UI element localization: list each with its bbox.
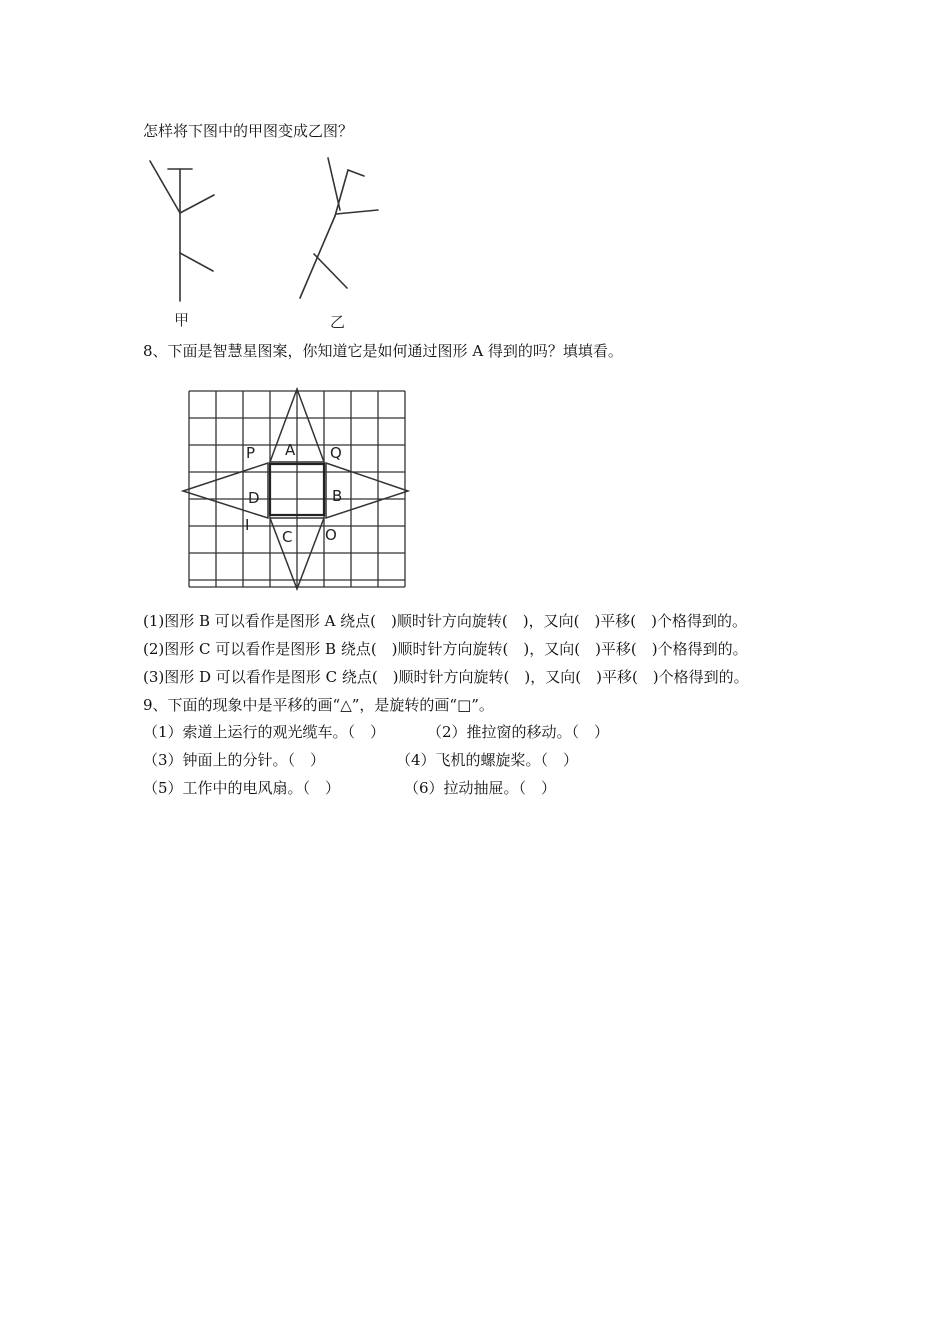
figure-yi bbox=[290, 150, 390, 335]
q8-prompt: 8、下面是智慧星图案，你知道它是如何通过图形 A 得到的吗？填填看。 bbox=[143, 342, 623, 360]
q9-item-1: （1）索道上运行的观光缆车。（ ） bbox=[143, 723, 386, 741]
grid-label-i: I bbox=[245, 516, 250, 534]
star-pattern-grid bbox=[180, 386, 420, 596]
figure-jia bbox=[140, 155, 240, 335]
q9-item-4: （4）飞机的螺旋桨。（ ） bbox=[396, 751, 579, 769]
q8-item-3: (3)图形 D 可以看作是图形 C 绕点( )顺时针方向旋转( )，又向( )平移( )个格得到的。 bbox=[143, 668, 749, 686]
grid-label-b: B bbox=[332, 487, 343, 505]
q8-item-2: (2)图形 C 可以看作是图形 B 绕点( )顺时针方向旋转( )，又向( )平移( )个格得到的。 bbox=[143, 640, 748, 658]
grid-label-a: A bbox=[285, 441, 296, 459]
q9-prompt: 9、下面的现象中是平移的画“△”，是旋转的画“□”。 bbox=[143, 696, 494, 714]
grid-label-p: P bbox=[246, 444, 256, 462]
q9-item-2: （2）推拉窗的移动。（ ） bbox=[427, 723, 610, 741]
q8-item-1: (1)图形 B 可以看作是图形 A 绕点( )顺时针方向旋转( )，又向( )平移( )个格得到的。 bbox=[143, 612, 747, 630]
label-jia: 甲 bbox=[174, 311, 190, 329]
grid-label-d: D bbox=[248, 489, 260, 507]
grid-label-c: C bbox=[282, 528, 293, 546]
q9-item-5: （5）工作中的电风扇。（ ） bbox=[143, 779, 341, 797]
q9-item-6: （6）拉动抽屉。（ ） bbox=[404, 779, 557, 797]
label-yi: 乙 bbox=[330, 313, 346, 331]
grid-label-q: Q bbox=[330, 444, 342, 462]
grid-label-o: O bbox=[325, 526, 337, 544]
q7-prompt: 怎样将下图中的甲图变成乙图？ bbox=[143, 122, 354, 140]
q9-item-3: （3）钟面上的分针。（ ） bbox=[143, 751, 326, 769]
